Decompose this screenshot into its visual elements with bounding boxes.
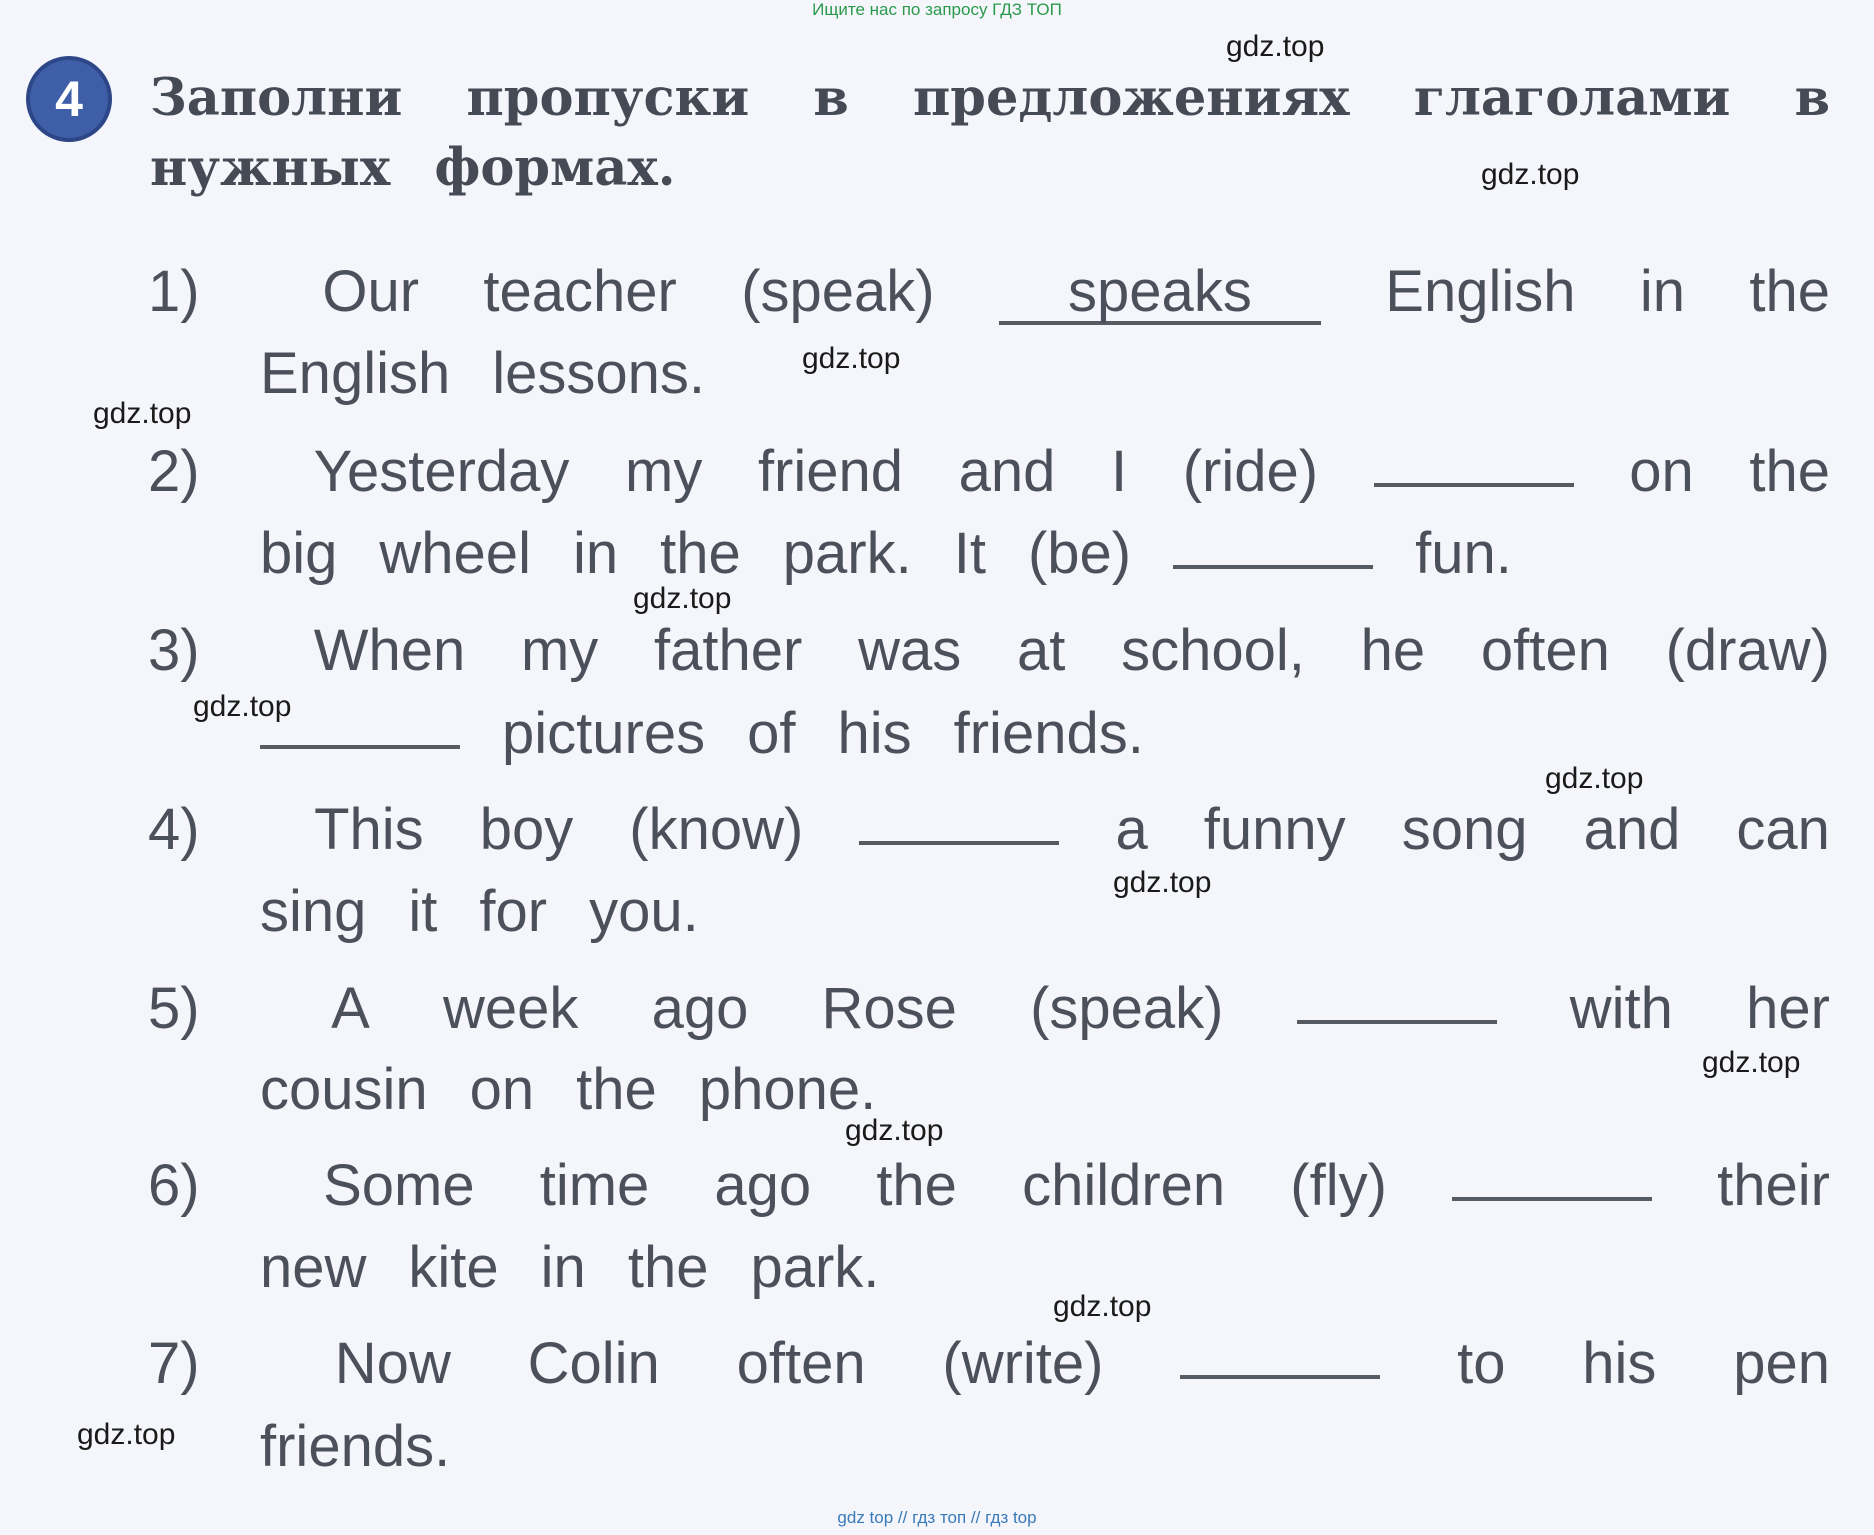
word: big [260,521,338,586]
word: on [1629,439,1694,504]
header-note: Ищите нас по запросу ГДЗ ТОП [812,0,1062,19]
word: in [572,521,619,586]
word: sing [260,879,367,944]
task-instruction-line-1 [150,68,1830,128]
footer-note: gdz top // гдз топ // гдз top [837,1508,1037,1527]
word: Rose [821,976,957,1041]
word: often [1480,618,1610,683]
word: friend [757,439,904,504]
word: her [1746,976,1830,1041]
word: wheel [379,521,531,586]
word: (speak) [1030,976,1224,1041]
word: song [1401,797,1528,862]
word: boy [479,797,574,862]
word: pictures [502,701,706,766]
task-word: нужных [150,138,391,198]
exercise-number: 1) [148,259,200,324]
word: (fly) [1290,1153,1387,1218]
watermark: gdz.top [1702,1046,1801,1079]
word: phone. [698,1057,877,1122]
word: I [1111,439,1128,504]
word: English [1385,259,1576,324]
word: father [654,618,803,683]
word: his [837,701,912,766]
watermark: gdz.top [845,1114,944,1147]
word: fun. [1415,521,1512,586]
word: park. [750,1235,880,1300]
answer-blank[interactable] [260,745,460,749]
word: the [1749,439,1830,504]
word: new [260,1235,367,1300]
word: school, [1121,618,1305,683]
task-word: Заполни [150,68,403,128]
word: at [1017,618,1066,683]
word: of [747,701,796,766]
word: was [858,618,962,683]
exercise-number: 4) [148,797,200,862]
word: pen [1733,1331,1830,1396]
watermark: gdz.top [1545,762,1644,795]
word: friends. [260,1414,451,1479]
word: Yesterday [313,439,570,504]
word: he [1360,618,1426,683]
word: his [1582,1331,1657,1396]
word: ago [651,976,749,1041]
word: on [469,1057,535,1122]
watermark: gdz.top [1113,866,1212,899]
word: a [1115,797,1148,862]
word: Our [322,259,420,324]
word: When [313,618,466,683]
word: ago [714,1153,812,1218]
word: (write) [942,1331,1104,1396]
word: for [479,879,548,944]
exercise-1-line-1 [148,258,1830,325]
exercise-1-line-2 [260,340,1830,407]
word: park. [782,521,912,586]
watermark: gdz.top [77,1418,176,1451]
word: my [520,618,599,683]
answer-blank[interactable] [1173,565,1373,569]
word: kite [408,1235,499,1300]
exercise-number: 5) [148,976,200,1041]
exercise-2-line-1 [148,438,1830,505]
word: It [953,521,986,586]
watermark: gdz.top [802,342,901,375]
task-word: пропуски [466,68,750,128]
word: and [1583,797,1681,862]
watermark: gdz.top [93,397,192,430]
task-word: предложениях [912,68,1350,128]
word: A [331,976,370,1041]
exercise-5-line-1 [148,975,1830,1042]
word: Some [323,1153,475,1218]
word: in [540,1235,586,1300]
word: my [625,439,703,504]
exercise-4-line-2 [260,878,1830,945]
word: the [576,1057,657,1122]
watermark: gdz.top [1226,30,1325,63]
answer-blank[interactable] [1297,1020,1497,1024]
word: the [1749,259,1830,324]
word: (be) [1027,521,1132,586]
word: Now [334,1331,451,1396]
word: This [314,797,424,862]
exercise-7-line-2 [260,1413,1830,1480]
word: with [1569,976,1673,1041]
word: friends. [953,701,1144,766]
word: (speak) [741,259,935,324]
word: and [958,439,1056,504]
word: lessons. [492,341,706,406]
word: time [539,1153,650,1218]
exercise-6-line-1 [148,1152,1830,1219]
word: the [627,1235,709,1300]
word: week [443,976,579,1041]
exercise-number: 3) [148,618,200,683]
word: cousin [260,1057,428,1122]
answer-field[interactable]: speaks [999,263,1321,325]
answer-blank[interactable] [1452,1197,1652,1201]
word: (know) [629,797,804,862]
watermark: gdz.top [193,690,292,723]
exercise-2-line-2 [260,520,1830,587]
word: teacher [483,259,677,324]
word: can [1736,797,1830,862]
word: in [1639,259,1686,324]
watermark: gdz.top [1481,158,1580,191]
answer-blank[interactable] [1374,483,1574,487]
exercise-number: 2) [148,439,200,504]
word: their [1717,1153,1830,1218]
exercise-7-line-1 [148,1330,1830,1397]
word: it [408,879,438,944]
word: English [260,341,451,406]
word: children [1022,1153,1226,1218]
task-word: формах. [434,138,676,198]
word: (draw) [1665,618,1830,683]
word: funny [1203,797,1346,862]
exercise-number: 6) [148,1153,200,1218]
watermark: gdz.top [633,582,732,615]
word: (ride) [1182,439,1319,504]
exercise-3-line-1 [148,617,1830,684]
exercise-3-line-2 [260,700,1830,767]
answer-blank[interactable] [1180,1375,1380,1379]
exercise-6-line-2 [260,1234,1830,1301]
task-word: в [1794,68,1830,128]
exercise-number: 7) [148,1331,200,1396]
task-word: глаголами [1413,68,1731,128]
watermark: gdz.top [1053,1290,1152,1323]
answer-blank[interactable] [859,841,1059,845]
word: the [660,521,741,586]
task-word: в [813,68,849,128]
task-number-badge: 4 [26,56,112,142]
word: Colin [527,1331,660,1396]
word: the [876,1153,957,1218]
word: to [1457,1331,1506,1396]
exercise-4-line-1 [148,796,1830,863]
task-instruction-line-2 [150,138,676,198]
exercise-5-line-2 [260,1056,1830,1123]
word: often [736,1331,866,1396]
word: you. [589,879,699,944]
